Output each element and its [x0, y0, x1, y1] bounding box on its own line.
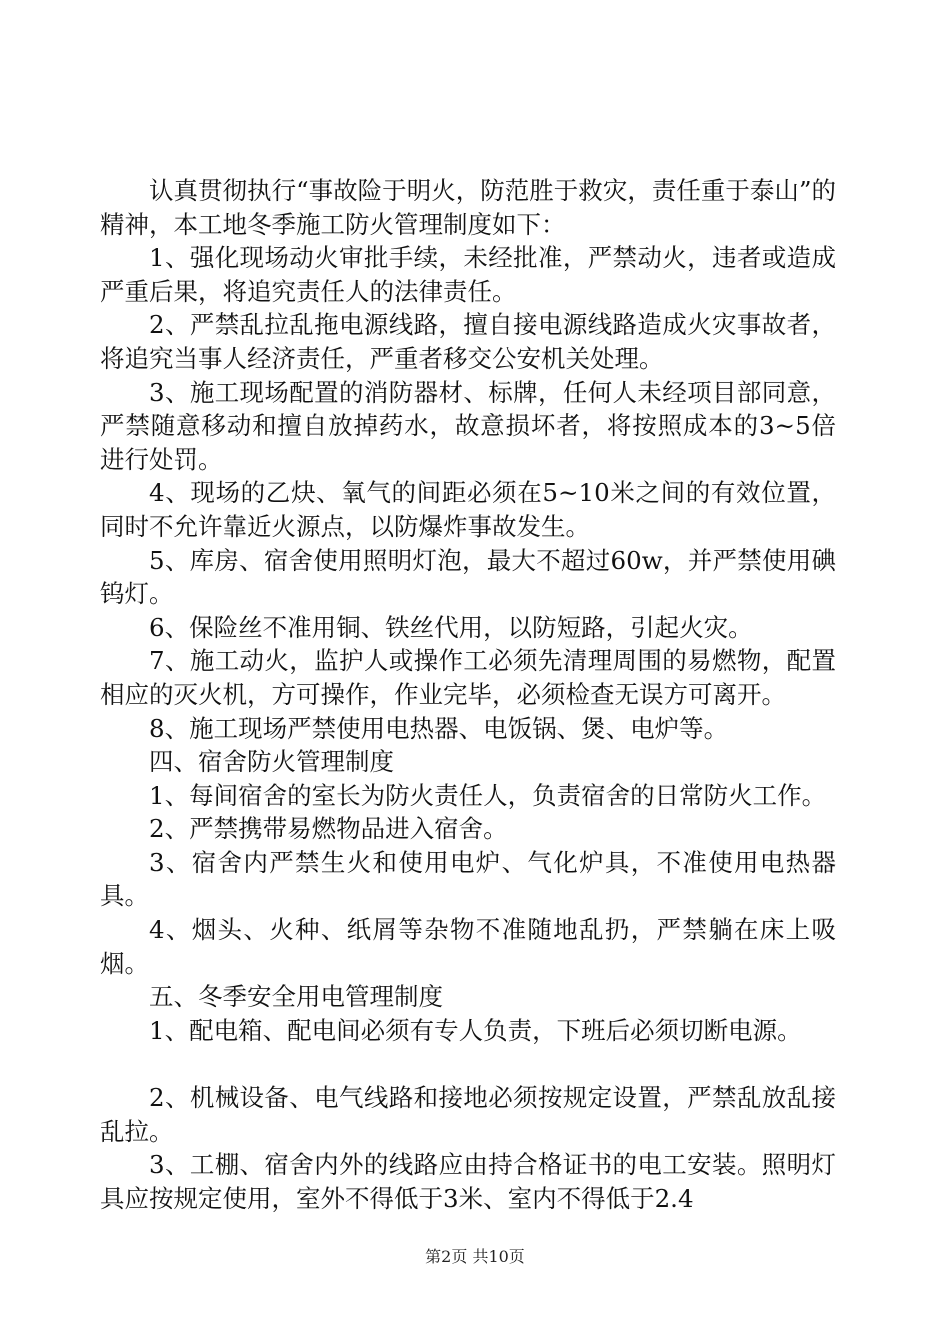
electricity-item-3: 3、工棚、宿舍内外的线路应由持合格证书的电工安装。照明灯具应按规定使用，室外不得低于3米、室内不得低于2.4	[100, 1150, 836, 1213]
paragraph-item-7: 7、施工动火，监护人或操作工必须先清理周围的易燃物，配置相应的灭火机，方可操作，作业完毕，必须检查无误方可离开。	[100, 646, 836, 709]
intro-paragraph: 认真贯彻执行“事故险于明火，防范胜于救灾，责任重于泰山”的精神，本工地冬季施工防火管理制度如下：	[100, 176, 836, 239]
document-body	[100, 174, 836, 1215]
section-heading-dormitory: 四、宿舍防火管理制度	[149, 747, 394, 777]
paragraph-item-8: 8、施工现场严禁使用电热器、电饭锅、煲、电炉等。	[149, 713, 729, 743]
paragraph-item-2: 2、严禁乱拉乱拖电源线路，擅自接电源线路造成火灾事故者，将追究当事人经济责任，严重者移交公安机关处理。	[100, 310, 836, 373]
section-heading-electricity: 五、冬季安全用电管理制度	[149, 982, 443, 1012]
dormitory-item-1: 1、每间宿舍的室长为防火责任人，负责宿舍的日常防火工作。	[149, 780, 827, 810]
dormitory-item-3: 3、宿舍内严禁生火和使用电炉、气化炉具，不准使用电热器具。	[100, 847, 836, 911]
electricity-item-2: 2、机械设备、电气线路和接地必须按规定设置，严禁乱放乱接乱拉。	[100, 1083, 836, 1146]
dormitory-item-2: 2、严禁携带易燃物品进入宿舍。	[149, 814, 508, 844]
dormitory-item-4: 4、烟头、火种、纸屑等杂物不准随地乱扔，严禁躺在床上吸烟。	[100, 915, 836, 978]
paragraph-item-5: 5、库房、宿舍使用照明灯泡，最大不超过60w，并严禁使用碘钨灯。	[100, 545, 836, 609]
paragraph-item-4: 4、现场的乙炔、氧气的间距必须在5~10米之间的有效位置，同时不允许靠近火源点，以防爆炸事故发生。	[100, 478, 836, 541]
paragraph-item-3: 3、施工现场配置的消防器材、标牌，任何人未经项目部同意，严禁随意移动和擅自放掉药水，故意损坏者，将按照成本的3~5倍进行处罚。	[100, 377, 836, 474]
page-number-footer: 第2页 共10页	[425, 1247, 525, 1266]
electricity-item-1: 1、配电箱、配电间必须有专人负责，下班后必须切断电源。	[149, 1015, 802, 1045]
paragraph-item-1: 1、强化现场动火审批手续，未经批准，严禁动火，违者或造成严重后果，将追究责任人的法律责任。	[100, 243, 836, 306]
paragraph-item-6: 6、保险丝不准用铜、铁丝代用，以防短路，引起火灾。	[149, 612, 753, 642]
paragraph-gap	[100, 1047, 836, 1081]
